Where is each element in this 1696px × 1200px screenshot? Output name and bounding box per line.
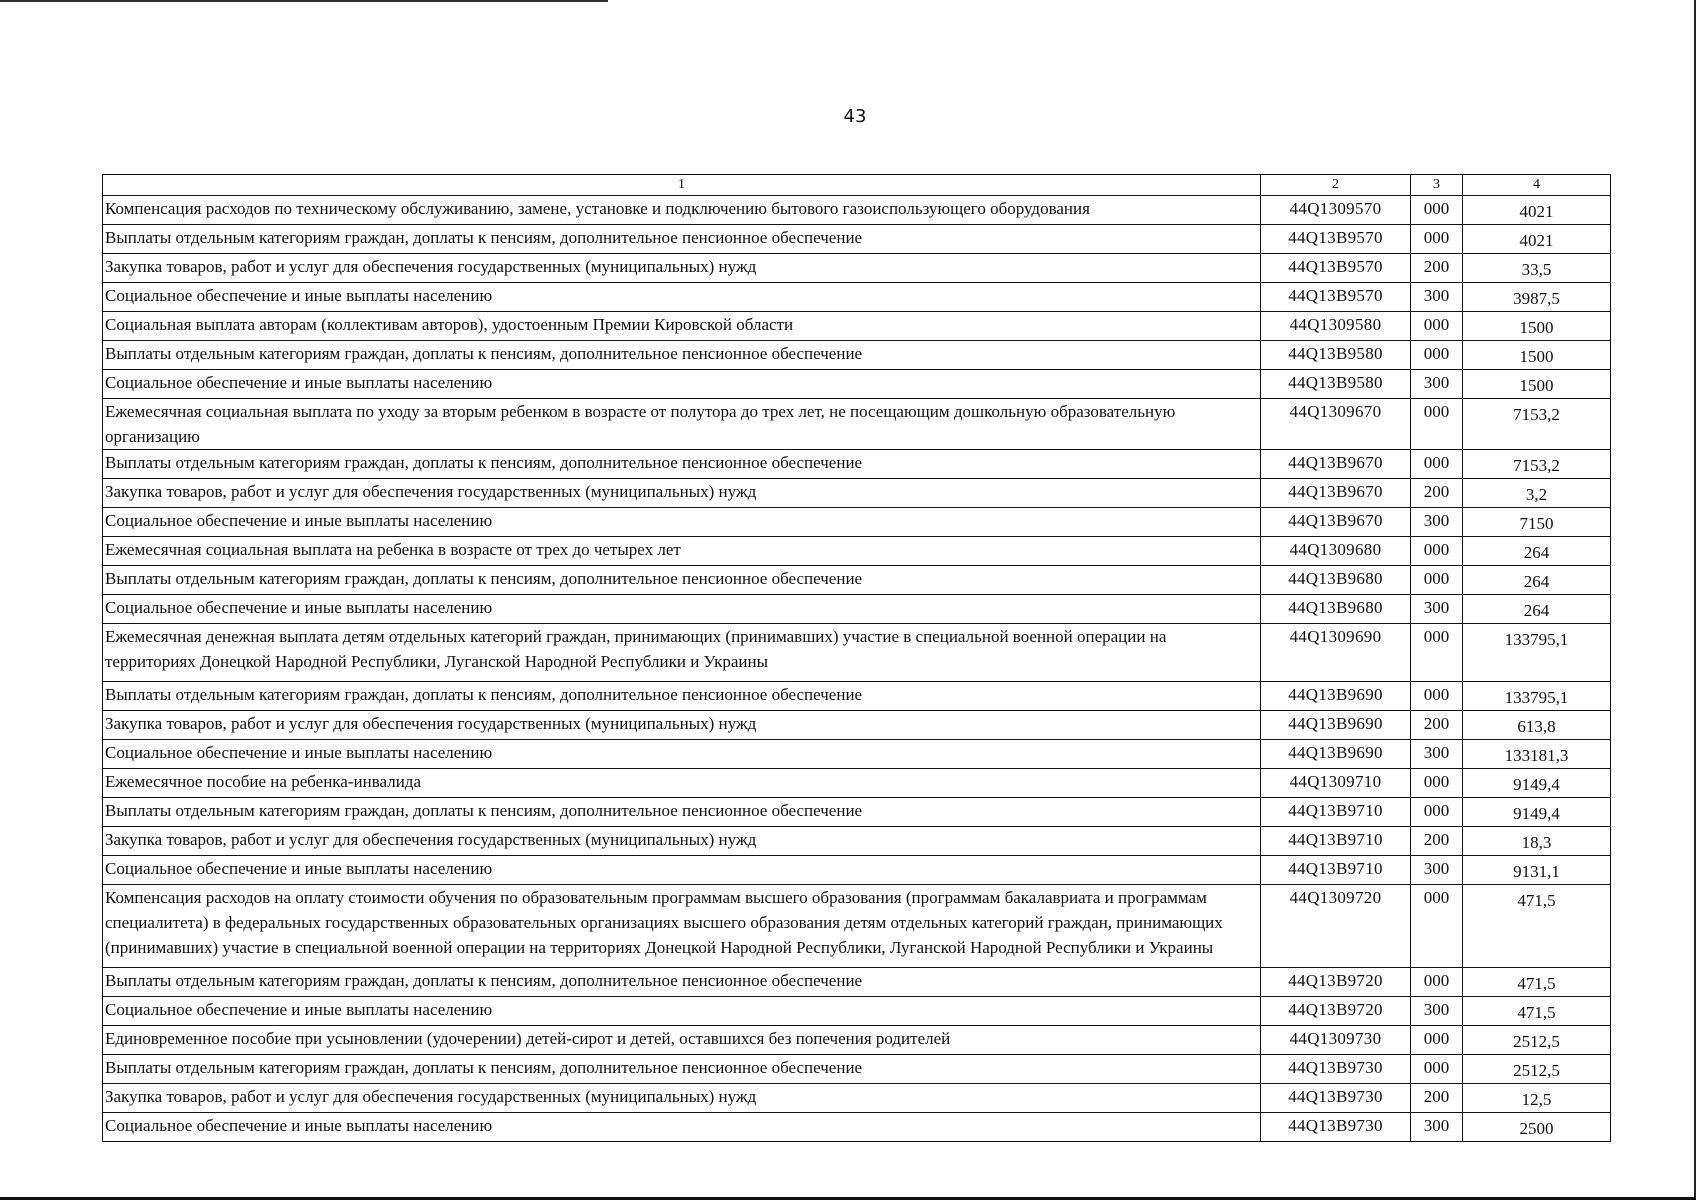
- row-kind-cell: 200: [1411, 711, 1463, 740]
- row-code-cell: 44Q13B9690: [1261, 740, 1411, 769]
- row-name-cell: Ежемесячная денежная выплата детям отдельных категорий граждан, принимающих (принимавших) участие в специальной военной операции на территориях Донецкой Народной Республики, Луганской Народной Республики и Украины: [103, 624, 1261, 682]
- row-amount-cell: 471,5: [1463, 997, 1611, 1026]
- row-kind-cell: 200: [1411, 1084, 1463, 1113]
- row-name-cell: Выплаты отдельным категориям граждан, доплаты к пенсиям, дополнительное пенсионное обеспечение: [103, 450, 1261, 479]
- row-code-cell: 44Q1309680: [1261, 537, 1411, 566]
- row-name-cell: Социальное обеспечение и иные выплаты населению: [103, 595, 1261, 624]
- budget-table: [102, 174, 1611, 1142]
- table-body: [103, 196, 1611, 1142]
- row-name-cell: Выплаты отдельным категориям граждан, доплаты к пенсиям, дополнительное пенсионное обеспечение: [103, 968, 1261, 997]
- row-amount-cell: 12,5: [1463, 1084, 1611, 1113]
- row-kind-cell: 300: [1411, 1113, 1463, 1142]
- row-code-cell: 44Q13B9690: [1261, 711, 1411, 740]
- row-kind-cell: 000: [1411, 968, 1463, 997]
- row-name-cell: Закупка товаров, работ и услуг для обеспечения государственных (муниципальных) нужд: [103, 1084, 1261, 1113]
- row-code-cell: 44Q13B9730: [1261, 1055, 1411, 1084]
- table-row: [103, 196, 1611, 225]
- row-code-cell: 44Q13B9720: [1261, 997, 1411, 1026]
- row-amount-cell: 264: [1463, 566, 1611, 595]
- table-row: [103, 399, 1611, 450]
- row-name-cell: Социальное обеспечение и иные выплаты населению: [103, 856, 1261, 885]
- row-code-cell: 44Q1309580: [1261, 312, 1411, 341]
- row-amount-cell: 4021: [1463, 196, 1611, 225]
- row-amount-cell: 7153,2: [1463, 399, 1611, 450]
- row-kind-cell: 000: [1411, 566, 1463, 595]
- table-row: [103, 769, 1611, 798]
- row-name-cell: Социальное обеспечение и иные выплаты населению: [103, 370, 1261, 399]
- table-row: [103, 885, 1611, 968]
- table-row: [103, 341, 1611, 370]
- row-amount-cell: 7150: [1463, 508, 1611, 537]
- column-header-name: 1: [103, 175, 1261, 196]
- page-number: 43: [843, 106, 867, 127]
- row-name-cell: Закупка товаров, работ и услуг для обеспечения государственных (муниципальных) нужд: [103, 479, 1261, 508]
- row-kind-cell: 300: [1411, 595, 1463, 624]
- row-kind-cell: 300: [1411, 856, 1463, 885]
- row-code-cell: 44Q13B9570: [1261, 254, 1411, 283]
- row-kind-cell: 000: [1411, 341, 1463, 370]
- table-row: [103, 682, 1611, 711]
- table-row: [103, 1113, 1611, 1142]
- row-name-cell: Закупка товаров, работ и услуг для обеспечения государственных (муниципальных) нужд: [103, 827, 1261, 856]
- table-row: [103, 537, 1611, 566]
- row-name-cell: Ежемесячное пособие на ребенка-инвалида: [103, 769, 1261, 798]
- row-name-cell: Выплаты отдельным категориям граждан, доплаты к пенсиям, дополнительное пенсионное обеспечение: [103, 798, 1261, 827]
- row-name-cell: Компенсация расходов по техническому обслуживанию, замене, установке и подключению бытового газоиспользующего оборудования: [103, 196, 1261, 225]
- table-row: [103, 283, 1611, 312]
- row-code-cell: 44Q13B9570: [1261, 283, 1411, 312]
- row-name-cell: Ежемесячная социальная выплата по уходу за вторым ребенком в возрасте от полутора до трех лет, не посещающим дошкольную образовательную организацию: [103, 399, 1261, 450]
- row-amount-cell: 133795,1: [1463, 682, 1611, 711]
- table-row: [103, 312, 1611, 341]
- row-name-cell: Закупка товаров, работ и услуг для обеспечения государственных (муниципальных) нужд: [103, 711, 1261, 740]
- row-code-cell: 44Q13B9580: [1261, 341, 1411, 370]
- column-header-kind: 3: [1411, 175, 1463, 196]
- row-code-cell: 44Q13B9670: [1261, 479, 1411, 508]
- row-kind-cell: 000: [1411, 312, 1463, 341]
- row-name-cell: Ежемесячная социальная выплата на ребенка в возрасте от трех до четырех лет: [103, 537, 1261, 566]
- row-code-cell: 44Q13B9710: [1261, 827, 1411, 856]
- row-code-cell: 44Q1309720: [1261, 885, 1411, 968]
- table-row: [103, 479, 1611, 508]
- row-name-cell: Социальное обеспечение и иные выплаты населению: [103, 997, 1261, 1026]
- row-kind-cell: 000: [1411, 450, 1463, 479]
- table-row: [103, 450, 1611, 479]
- row-kind-cell: 000: [1411, 798, 1463, 827]
- row-amount-cell: 264: [1463, 537, 1611, 566]
- table-row: [103, 624, 1611, 682]
- table-row: [103, 1055, 1611, 1084]
- row-code-cell: 44Q1309570: [1261, 196, 1411, 225]
- table-row: [103, 370, 1611, 399]
- row-kind-cell: 000: [1411, 537, 1463, 566]
- table-row: [103, 798, 1611, 827]
- row-amount-cell: 264: [1463, 595, 1611, 624]
- row-amount-cell: 133795,1: [1463, 624, 1611, 682]
- row-kind-cell: 300: [1411, 740, 1463, 769]
- row-code-cell: 44Q13B9730: [1261, 1113, 1411, 1142]
- row-code-cell: 44Q1309670: [1261, 399, 1411, 450]
- row-kind-cell: 200: [1411, 479, 1463, 508]
- row-code-cell: 44Q1309710: [1261, 769, 1411, 798]
- row-kind-cell: 000: [1411, 196, 1463, 225]
- row-code-cell: 44Q13B9710: [1261, 856, 1411, 885]
- row-name-cell: Закупка товаров, работ и услуг для обеспечения государственных (муниципальных) нужд: [103, 254, 1261, 283]
- row-code-cell: 44Q13B9670: [1261, 450, 1411, 479]
- table-row: [103, 968, 1611, 997]
- row-kind-cell: 300: [1411, 370, 1463, 399]
- table-row: [103, 254, 1611, 283]
- row-amount-cell: 471,5: [1463, 968, 1611, 997]
- table-row: [103, 1084, 1611, 1113]
- row-amount-cell: 4021: [1463, 225, 1611, 254]
- row-name-cell: Социальное обеспечение и иные выплаты населению: [103, 1113, 1261, 1142]
- row-amount-cell: 1500: [1463, 370, 1611, 399]
- row-kind-cell: 300: [1411, 508, 1463, 537]
- row-amount-cell: 9149,4: [1463, 798, 1611, 827]
- row-code-cell: 44Q13B9670: [1261, 508, 1411, 537]
- row-amount-cell: 471,5: [1463, 885, 1611, 968]
- row-name-cell: Выплаты отдельным категориям граждан, доплаты к пенсиям, дополнительное пенсионное обеспечение: [103, 1055, 1261, 1084]
- row-name-cell: Выплаты отдельным категориям граждан, доплаты к пенсиям, дополнительное пенсионное обеспечение: [103, 225, 1261, 254]
- row-amount-cell: 1500: [1463, 341, 1611, 370]
- row-code-cell: 44Q1309690: [1261, 624, 1411, 682]
- row-name-cell: Социальное обеспечение и иные выплаты населению: [103, 740, 1261, 769]
- table-row: [103, 508, 1611, 537]
- row-kind-cell: 000: [1411, 1026, 1463, 1055]
- row-name-cell: Социальное обеспечение и иные выплаты населению: [103, 508, 1261, 537]
- row-amount-cell: 133181,3: [1463, 740, 1611, 769]
- table-row: [103, 595, 1611, 624]
- row-kind-cell: 300: [1411, 283, 1463, 312]
- row-amount-cell: 1500: [1463, 312, 1611, 341]
- row-code-cell: 44Q13B9710: [1261, 798, 1411, 827]
- row-amount-cell: 613,8: [1463, 711, 1611, 740]
- row-amount-cell: 9131,1: [1463, 856, 1611, 885]
- row-code-cell: 44Q13B9690: [1261, 682, 1411, 711]
- row-kind-cell: 000: [1411, 1055, 1463, 1084]
- row-name-cell: Выплаты отдельным категориям граждан, доплаты к пенсиям, дополнительное пенсионное обеспечение: [103, 566, 1261, 595]
- row-name-cell: Социальная выплата авторам (коллективам авторов), удостоенным Премии Кировской области: [103, 312, 1261, 341]
- row-amount-cell: 18,3: [1463, 827, 1611, 856]
- row-code-cell: 44Q13B9570: [1261, 225, 1411, 254]
- table-header-row: [103, 175, 1611, 196]
- table-row: [103, 827, 1611, 856]
- row-kind-cell: 000: [1411, 399, 1463, 450]
- table-row: [103, 997, 1611, 1026]
- scan-edge-top: [0, 0, 608, 2]
- row-amount-cell: 9149,4: [1463, 769, 1611, 798]
- row-kind-cell: 200: [1411, 254, 1463, 283]
- column-header-amount: 4: [1463, 175, 1611, 196]
- row-kind-cell: 000: [1411, 769, 1463, 798]
- row-code-cell: 44Q13B9680: [1261, 595, 1411, 624]
- row-code-cell: 44Q13B9580: [1261, 370, 1411, 399]
- row-name-cell: Единовременное пособие при усыновлении (удочерении) детей-сирот и детей, оставшихся без попечения родителей: [103, 1026, 1261, 1055]
- row-name-cell: Выплаты отдельным категориям граждан, доплаты к пенсиям, дополнительное пенсионное обеспечение: [103, 341, 1261, 370]
- row-name-cell: Социальное обеспечение и иные выплаты населению: [103, 283, 1261, 312]
- table-row: [103, 566, 1611, 595]
- row-amount-cell: 33,5: [1463, 254, 1611, 283]
- row-amount-cell: 2512,5: [1463, 1026, 1611, 1055]
- row-name-cell: Компенсация расходов на оплату стоимости обучения по образовательным программам высшего образования (программам бакалавриата и программам специалитета) в федеральных государственных образовательных организациях высшего образования детям отдельных категорий граждан, принимающих (принимавших) участие в специальной военной операции на территориях Донецкой Народной Республики, Луганской Народной Республики и Украины: [103, 885, 1261, 968]
- table-row: [103, 740, 1611, 769]
- row-kind-cell: 300: [1411, 997, 1463, 1026]
- row-name-cell: Выплаты отдельным категориям граждан, доплаты к пенсиям, дополнительное пенсионное обеспечение: [103, 682, 1261, 711]
- row-kind-cell: 000: [1411, 624, 1463, 682]
- table-row: [103, 1026, 1611, 1055]
- row-kind-cell: 200: [1411, 827, 1463, 856]
- table-row: [103, 856, 1611, 885]
- row-kind-cell: 000: [1411, 682, 1463, 711]
- row-code-cell: 44Q13B9680: [1261, 566, 1411, 595]
- row-code-cell: 44Q13B9720: [1261, 968, 1411, 997]
- column-header-code: 2: [1261, 175, 1411, 196]
- table-row: [103, 225, 1611, 254]
- row-amount-cell: 7153,2: [1463, 450, 1611, 479]
- row-amount-cell: 2512,5: [1463, 1055, 1611, 1084]
- row-kind-cell: 000: [1411, 885, 1463, 968]
- row-kind-cell: 000: [1411, 225, 1463, 254]
- row-amount-cell: 3,2: [1463, 479, 1611, 508]
- row-code-cell: 44Q13B9730: [1261, 1084, 1411, 1113]
- row-amount-cell: 2500: [1463, 1113, 1611, 1142]
- row-amount-cell: 3987,5: [1463, 283, 1611, 312]
- table-row: [103, 711, 1611, 740]
- row-code-cell: 44Q1309730: [1261, 1026, 1411, 1055]
